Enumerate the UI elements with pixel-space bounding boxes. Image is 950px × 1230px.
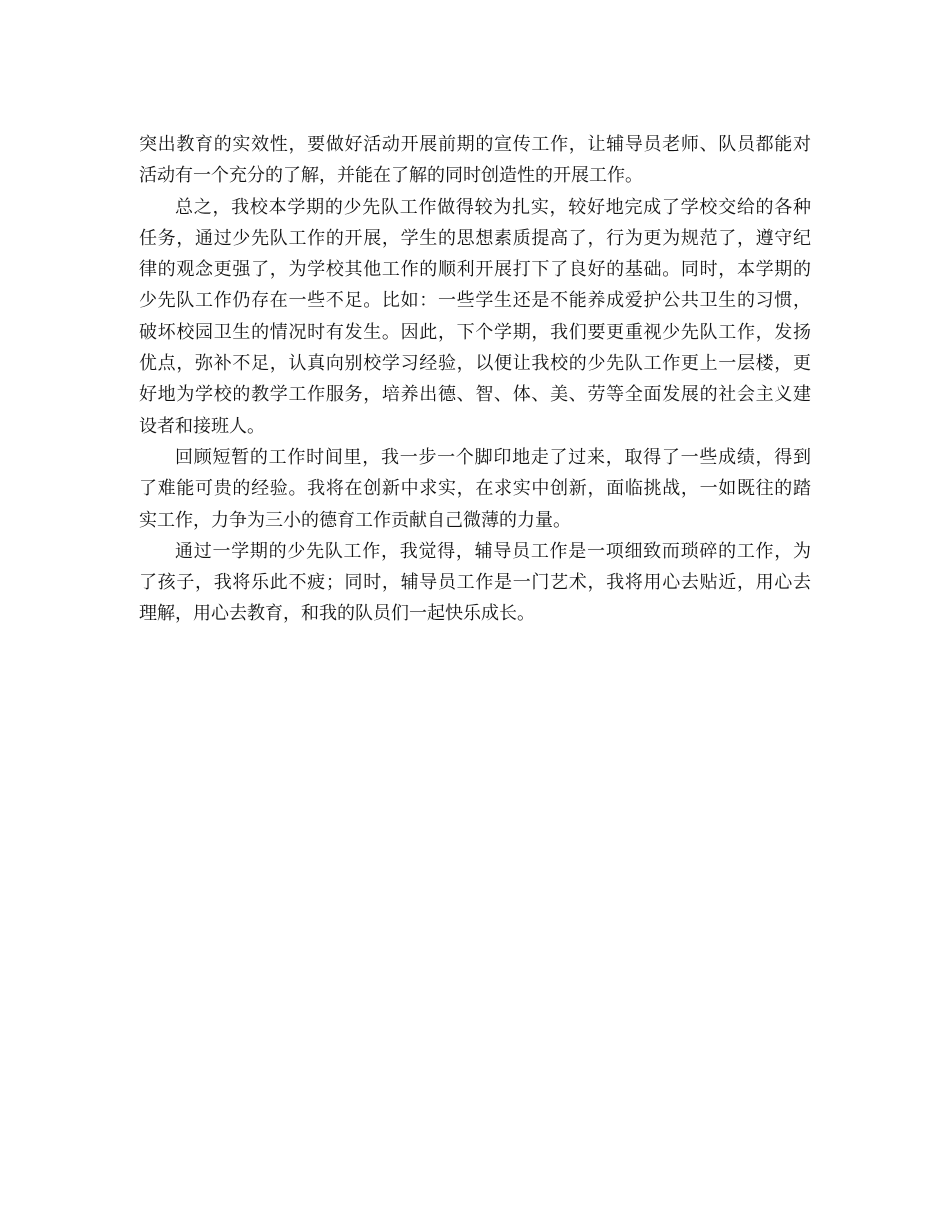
document-body — [139, 129, 811, 630]
paragraph-3-line-3: 实工作，力争为三小的德育工作贡献自己微薄的力量。 — [139, 509, 571, 531]
paragraph-2-line-8: 设者和接班人。 — [139, 415, 265, 437]
paragraph-2-line-3: 律的观念更强了，为学校其他工作的顺利开展打下了良好的基础。同时，本学期的 — [139, 259, 811, 281]
paragraph-2-line-1: 总之，我校本学期的少先队工作做得较为扎实，较好地完成了学校交给的各种 — [175, 196, 811, 218]
paragraph-1-line-1: 突出教育的实效性，要做好活动开展前期的宣传工作，让辅导员老师、队员都能对 — [139, 134, 811, 155]
paragraph-4-line-1: 通过一学期的少先队工作，我觉得，辅导员工作是一项细致而琐碎的工作，为 — [175, 540, 811, 562]
paragraph-2-line-2: 任务，通过少先队工作的开展，学生的思想素质提高了，行为更为规范了，遵守纪 — [139, 227, 811, 249]
paragraph-2-line-5: 破坏校园卫生的情况时有发生。因此，下个学期，我们要更重视少先队工作，发扬 — [139, 321, 811, 343]
paragraph-2-line-6: 优点，弥补不足，认真向别校学习经验，以便让我校的少先队工作更上一层楼，更 — [139, 353, 811, 375]
paragraph-2-line-4: 少先队工作仍存在一些不足。比如：一些学生还是不能养成爱护公共卫生的习惯， — [139, 290, 811, 312]
paragraph-4-line-3: 理解，用心去教育，和我的队员们一起快乐成长。 — [139, 603, 535, 625]
paragraph-3-line-1: 回顾短暂的工作时间里，我一步一个脚印地走了过来，取得了一些成绩，得到 — [175, 446, 811, 468]
paragraph-3-line-2: 了难能可贵的经验。我将在创新中求实，在求实中创新，面临挑战，一如既往的踏 — [139, 478, 811, 500]
paragraph-4-line-2: 了孩子，我将乐此不疲；同时，辅导员工作是一门艺术，我将用心去贴近，用心去 — [139, 572, 811, 594]
paragraph-1-line-2: 活动有一个充分的了解，并能在了解的同时创造性的开展工作。 — [139, 165, 643, 187]
paragraph-2-line-7: 好地为学校的教学工作服务，培养出德、智、体、美、劳等全面发展的社会主义建 — [139, 384, 811, 406]
